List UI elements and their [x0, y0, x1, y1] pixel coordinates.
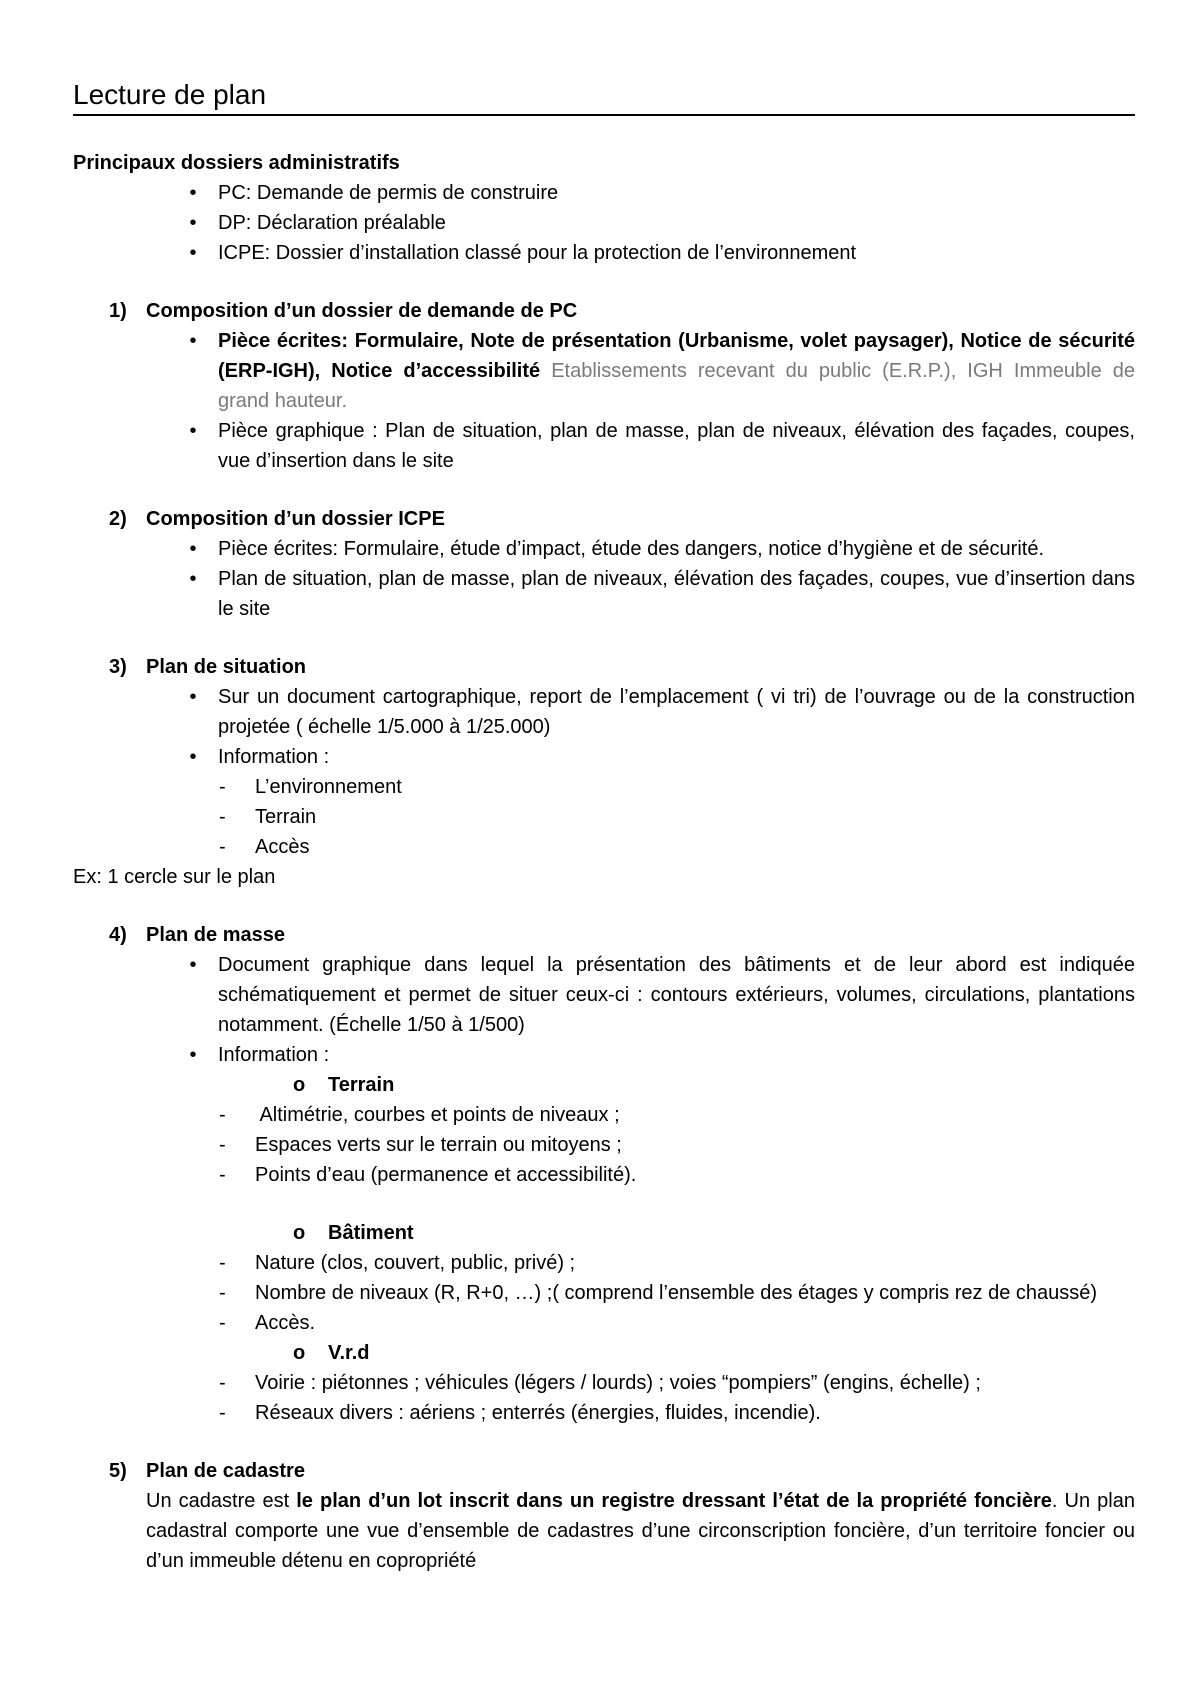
section-heading-admin: Principaux dossiers administratifs [73, 152, 400, 174]
list-item: • Information : [73, 742, 1135, 772]
dash-icon: - [219, 1134, 226, 1156]
list-item: • Pièce écrites: Formulaire, étude d’impact, étude des dangers, notice d’hygiène et de sécurité. [73, 534, 1135, 564]
bullet-icon: • [189, 746, 197, 768]
list-item: • Pièce écrites: Formulaire, Note de présentation (Urbanisme, volet paysager), Notice de sécurité (ERP-IGH), Notice d’accessibilité Etablissements recevant du public (E.R.P.), IGH Immeuble de grand hauteur. [73, 326, 1135, 416]
bullet-icon: • [189, 568, 197, 590]
page-title: Lecture de plan [73, 78, 1135, 116]
dash-icon: - [219, 1252, 226, 1274]
bullet-icon: • [189, 420, 197, 442]
dash-icon: - [219, 1312, 226, 1334]
bullet-icon: • [189, 686, 197, 708]
list-item: • Pièce graphique : Plan de situation, plan de masse, plan de niveaux, élévation des façades, coupes, vue d’insertion dans le site [73, 416, 1135, 476]
document-page [73, 0, 1135, 1576]
bullet-icon: • [189, 1044, 197, 1066]
section-1-heading: 1) Composition d’un dossier de demande de PC [109, 300, 578, 322]
dash-item: - Altimétrie, courbes et points de niveaux ; [73, 1100, 1135, 1130]
dash-item: - Espaces verts sur le terrain ou mitoyens ; [73, 1130, 1135, 1160]
dash-icon: - [219, 1402, 226, 1424]
bullet-icon: • [189, 242, 197, 264]
list-item: • DP: Déclaration préalable [73, 208, 1135, 238]
section-2-heading: 2) Composition d’un dossier ICPE [109, 508, 445, 530]
subheading-vrd: o V.r.d [73, 1338, 1135, 1368]
dash-item: - Voirie : piétonnes ; véhicules (légers / lourds) ; voies “pompiers” (engins, échelle) ; [73, 1368, 1135, 1398]
dash-item: - Points d’eau (permanence et accessibilité). [73, 1160, 1135, 1190]
example-note: Ex: 1 cercle sur le plan [73, 866, 276, 888]
dash-item: - Nombre de niveaux (R, R+0, …) ;( comprend l’ensemble des étages y compris rez de chaussé) [73, 1278, 1135, 1308]
dash-icon: - [219, 1164, 226, 1186]
list-item: • Sur un document cartographique, report de l’emplacement ( vi tri) de l’ouvrage ou de la construction projetée ( échelle 1/5.000 à 1/25.000) [73, 682, 1135, 742]
dash-icon: - [219, 776, 226, 798]
bullet-icon: • [189, 538, 197, 560]
section-3-heading: 3) Plan de situation [109, 656, 307, 678]
list-item: • Information : [73, 1040, 1135, 1070]
dash-icon: - [219, 836, 226, 858]
circle-bullet-icon: o [293, 1342, 306, 1364]
dash-icon: - [219, 1282, 226, 1304]
dash-item: - Accès [73, 832, 1135, 862]
bullet-icon: • [189, 182, 197, 204]
dash-item: - L’environnement [73, 772, 1135, 802]
list-item: • Plan de situation, plan de masse, plan de niveaux, élévation des façades, coupes, vue d’insertion dans le site [73, 564, 1135, 624]
cadastre-paragraph: Un cadastre est le plan d’un lot inscrit dans un registre dressant l’état de la propriété foncière. Un plan cadastral comporte une vue d’ensemble de cadastres d’une circonscription foncière, d’un territoire foncier ou d’un immeuble détenu en copropriété [146, 1490, 1135, 1572]
subheading-terrain: o Terrain [73, 1070, 1135, 1100]
list-item: • Document graphique dans lequel la présentation des bâtiments et de leur abord est indiquée schématiquement et permet de situer ceux-ci : contours extérieurs, volumes, circulations, plantations notamment. (Échelle 1/50 à 1/500) [73, 950, 1135, 1040]
section-4-heading: 4) Plan de masse [109, 924, 285, 946]
dash-icon: - [219, 1104, 226, 1126]
bullet-icon: • [189, 330, 197, 352]
dash-item: - Nature (clos, couvert, public, privé) ; [73, 1248, 1135, 1278]
dash-icon: - [219, 806, 226, 828]
dash-item: - Accès. [73, 1308, 1135, 1338]
dash-item: - Terrain [73, 802, 1135, 832]
circle-bullet-icon: o [293, 1074, 306, 1096]
circle-bullet-icon: o [293, 1222, 306, 1244]
dash-icon: - [219, 1372, 226, 1394]
bullet-icon: • [189, 954, 197, 976]
dash-item: - Réseaux divers : aériens ; enterrés (énergies, fluides, incendie). [73, 1398, 1135, 1428]
subheading-batiment: o Bâtiment [73, 1218, 1135, 1248]
list-item: • PC: Demande de permis de construire [73, 178, 1135, 208]
section-5-heading: 5) Plan de cadastre [109, 1460, 305, 1482]
list-item: • ICPE: Dossier d’installation classé pour la protection de l’environnement [73, 238, 1135, 268]
bullet-icon: • [189, 212, 197, 234]
